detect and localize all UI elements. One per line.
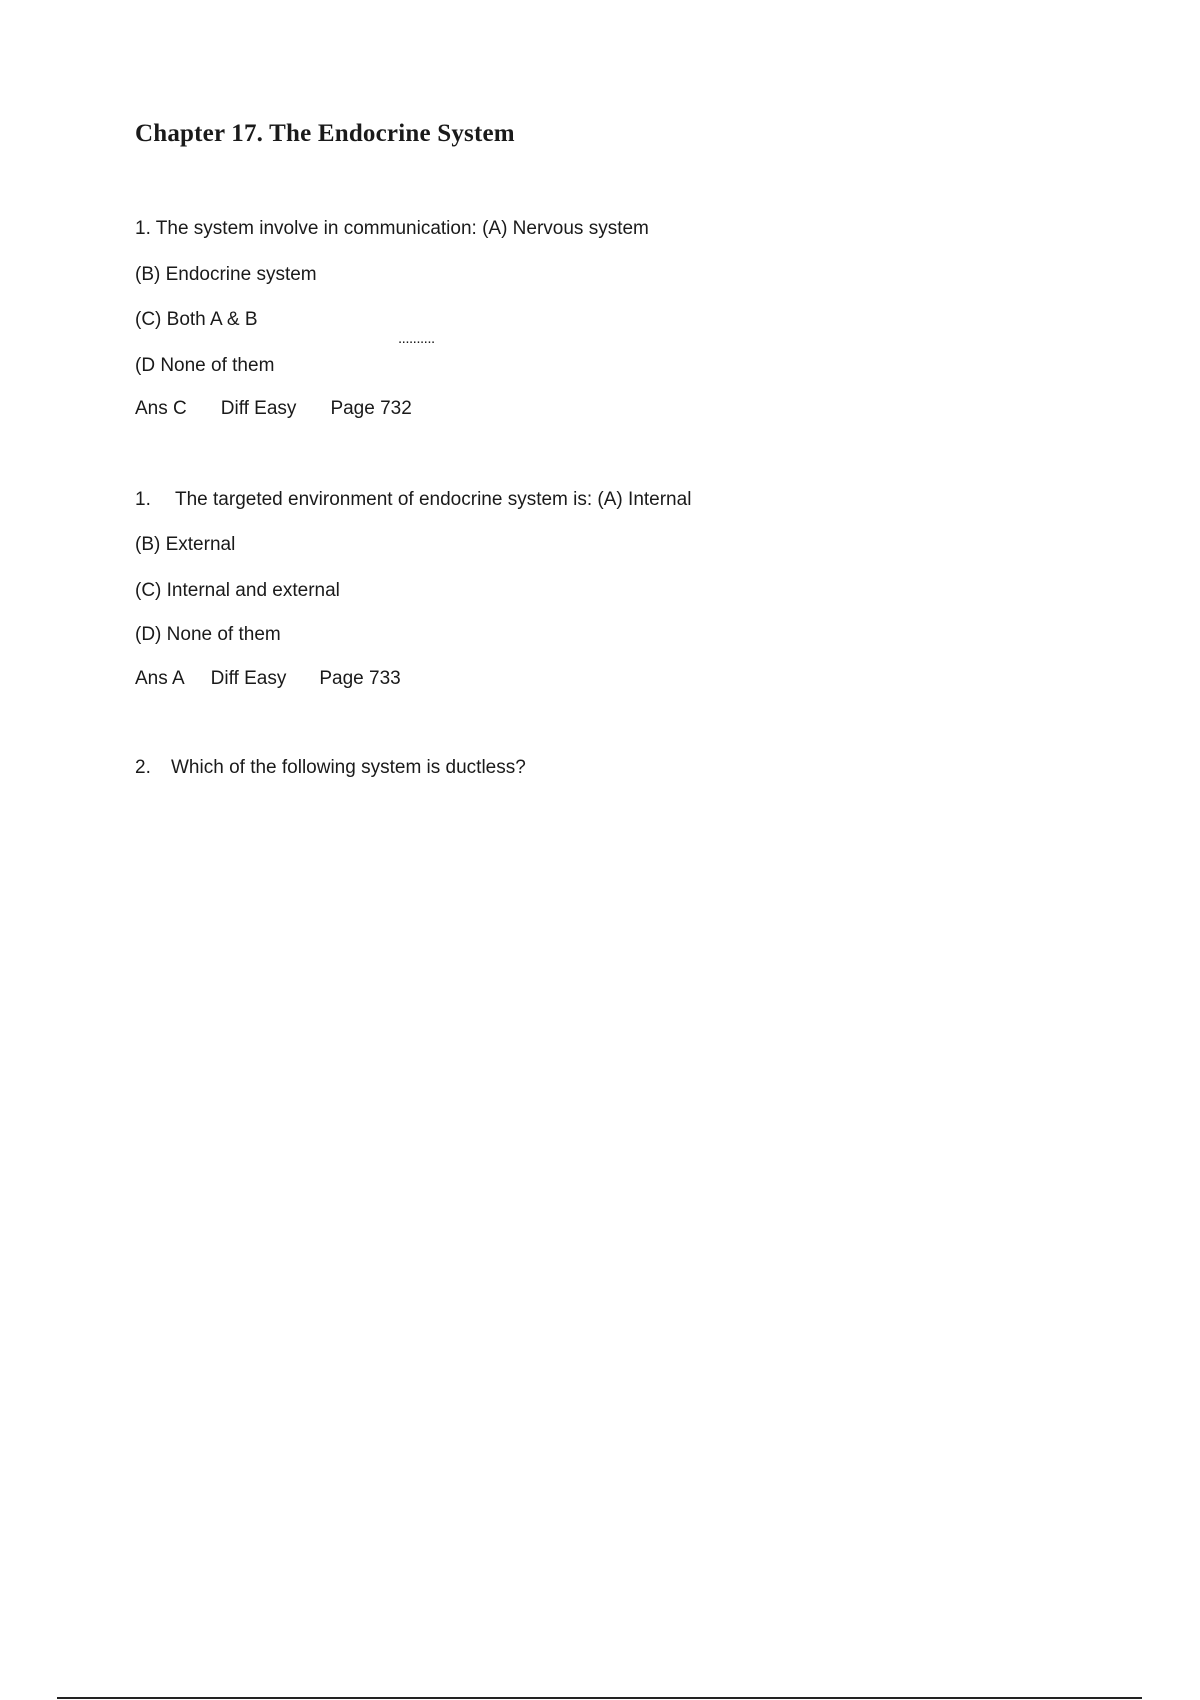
question-2-stem: The targeted environment of endocrine system is: (A) Internal <box>175 489 692 510</box>
page-reference: Page 732 <box>330 398 412 419</box>
question-1-option-c: (C) Both A & B <box>135 309 258 330</box>
question-2-answer-line <box>135 668 401 690</box>
chapter-title: Chapter 17. The Endocrine System <box>135 120 515 147</box>
question-3-stem: Which of the following system is ductless? <box>171 757 526 778</box>
question-1-option-d: (D None of them <box>135 355 275 376</box>
question-1-stem: 1. The system involve in communication: (A) Nervous system <box>135 218 649 239</box>
question-2-option-d: (D) None of them <box>135 624 281 645</box>
question-number: 2. <box>135 757 151 778</box>
page-reference: Page 733 <box>319 668 401 689</box>
answer-label: Ans A <box>135 668 185 689</box>
difficulty-label: Diff Easy <box>210 668 287 689</box>
question-2-option-c: (C) Internal and external <box>135 580 340 601</box>
question-2-option-b: (B) External <box>135 534 236 555</box>
question-2-stem-line <box>135 489 691 511</box>
blank-dots: .......... <box>398 330 435 347</box>
answer-label: Ans C <box>135 398 187 419</box>
footer-rule <box>57 1697 1142 1699</box>
question-1-option-b: (B) Endocrine system <box>135 264 317 285</box>
difficulty-label: Diff Easy <box>220 398 297 419</box>
question-3-stem-line <box>135 757 526 779</box>
question-1-answer-line <box>135 398 412 420</box>
question-number: 1. <box>135 489 151 510</box>
